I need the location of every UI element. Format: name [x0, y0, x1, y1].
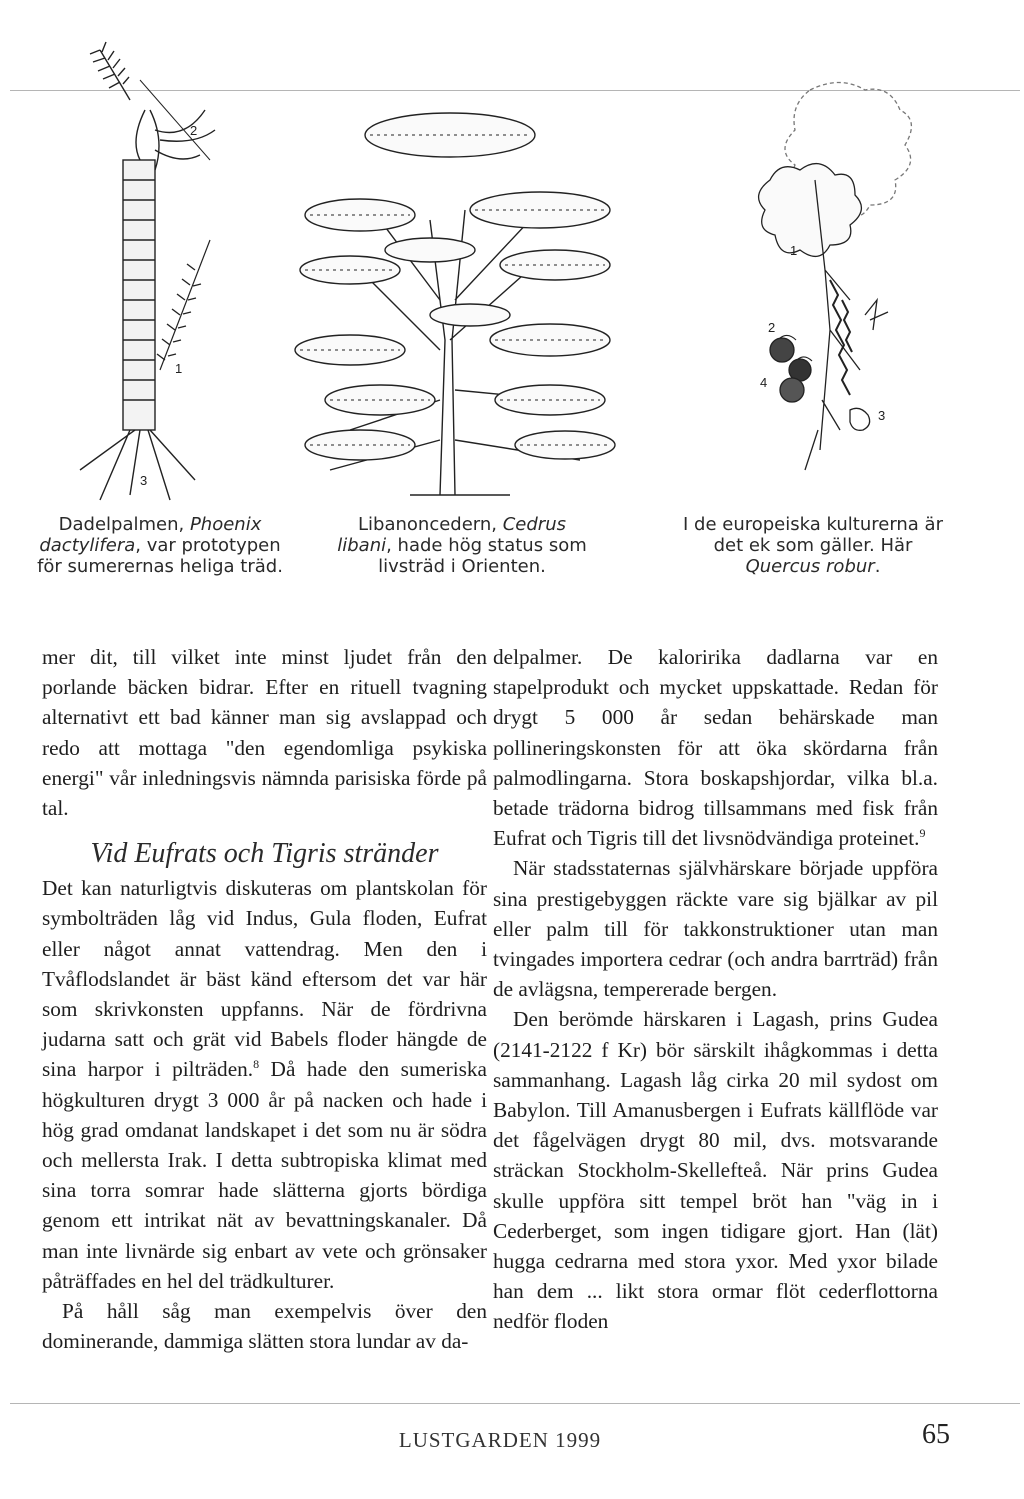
- oak-illustration: [730, 70, 930, 500]
- left-paragraph-2: [42, 873, 487, 1296]
- date-palm-drawing: [60, 40, 250, 510]
- palm-caption: [30, 514, 290, 577]
- cedar-caption-text-1: Libanoncedern,: [358, 514, 503, 535]
- palm-label-3: 3: [140, 473, 148, 488]
- oak-caption: [678, 514, 948, 577]
- cedar-caption-species: Cedrus libani: [337, 514, 566, 556]
- palm-caption-text-2: , var prototypen för sumerernas heliga träd.: [37, 535, 283, 577]
- page-number: 65: [922, 1419, 950, 1450]
- cedar-caption-text-2: , hade hög status som livsträd i Orienten.: [378, 535, 587, 577]
- running-footer-title: LUSTGARDEN 1999: [398, 1428, 602, 1452]
- footnote-ref-8: 8: [253, 1057, 260, 1072]
- right-paragraph-1: [493, 642, 938, 853]
- right-paragraph-1-text: delpalmer. De kaloririka dadlarna var en stapelprodukt och mycket uppskattade. Redan för drygt 5 000 år sedan behärskade man pollineringskonsten för att öka skördarna från palmodlingarna. Stora boskapshjordar, vilka bl.a. betade trädorna bidrog tillsammans med fisk från Eufrat och Tigris till det livsnödvändiga proteinet.: [493, 645, 938, 851]
- left-paragraph-3: På håll såg man exempelvis över den dominerande, dammiga slätten stora lundar av da-: [42, 1299, 487, 1354]
- oak-label-1: 1: [790, 243, 798, 258]
- oak-label-3: 3: [878, 408, 886, 423]
- right-paragraph-2: När stadsstaternas självhärskare började uppföra sina prestigebyggen räckte vare sig bjälkar av pil eller palm till för takkonstruktioner utan man tvingades importera cedrar (och andra barrträd) från de avlägsna, tempererade bergen.: [493, 856, 938, 1002]
- left-paragraph-2-part-1: Det kan naturligtvis diskuteras om plantskolan för symbolträden låg vid Indus, Gula floden, Eufrat eller något annat vattendrag. Men den i Tvåflodslandet är bäst känd eftersom det var här som skrivkonsten uppfanns. När de fördrivna judarna satt och grät vid Babels floder hängde de sina harpor i pilträden.: [42, 876, 487, 1082]
- cedar-drawing: [290, 100, 630, 500]
- palm-caption-species: Phoenix dactylifera: [39, 514, 262, 556]
- oak-caption-text-1: I de europeiska kulturerna är det ek som gäller. Här: [683, 514, 943, 556]
- oak-label-2: 2: [768, 320, 776, 335]
- oak-drawing: [730, 70, 930, 500]
- palm-label-1: 1: [175, 361, 183, 376]
- right-paragraph-3: Den berömde härskaren i Lagash, prins Gudea (2141-2122 f Kr) bör särskilt ihågkommas i detta sammanhang. Lagash låg cirka 20 mil sydost om Babylon. Till Amanusbergen i Eufrats källflöde var det fågelvägen drygt 80 mil, dvs. motsvarande sträckan Stockholm-Skellefteå. När prins Gudea skulle uppföra sitt tempel bröt han "väg in i Cederberget, som ingen tidigare gjort. Han (lät) hugga cedrarna med stora yxor. Med yxor bilade han dem ... likt stora ormar flöt cederflottorna nedför floden: [493, 1007, 938, 1334]
- oak-label-4: 4: [760, 375, 768, 390]
- palm-caption-text-1: Dadelpalmen,: [58, 514, 190, 535]
- left-paragraph-1: mer dit, till vilket inte minst ljudet från den porlande bäcken bidrar. Efter en rituell tvagning alternativt ett bad känner man sig avslappad och redo att mottaga "den egendomliga psykiska energi" vår inledningsvis nämnda parisiska förde på tal.: [42, 645, 487, 821]
- section-heading: Vid Eufrats och Tigris stränder: [90, 838, 439, 870]
- left-text-column: [42, 642, 487, 1356]
- oak-caption-text-2: .: [874, 556, 881, 577]
- oak-caption-species: Quercus robur: [745, 556, 875, 577]
- footnote-ref-9: 9: [919, 826, 926, 841]
- palm-label-2: 2: [190, 123, 198, 138]
- left-paragraph-2-part-2: Då hade den sumeriska högkulturen drygt 3 000 år på nacken och hade i hög grad omdanat landskapet i det som nu är södra och mellersta Irak. I detta subtropiska klimat med sina torra somrar hade slätterna gjorts bördiga genom ett intrikat nät av bevattningskanaler. Då man inte livnärde sig enbart av vete och grönsaker påträffades en hel del trädkulturer.: [42, 1057, 487, 1293]
- cedar-illustration: [290, 100, 630, 500]
- cedar-caption: [332, 514, 592, 577]
- right-text-column: [493, 642, 938, 1337]
- date-palm-illustration: [60, 40, 250, 510]
- bottom-rule: [10, 1403, 1020, 1404]
